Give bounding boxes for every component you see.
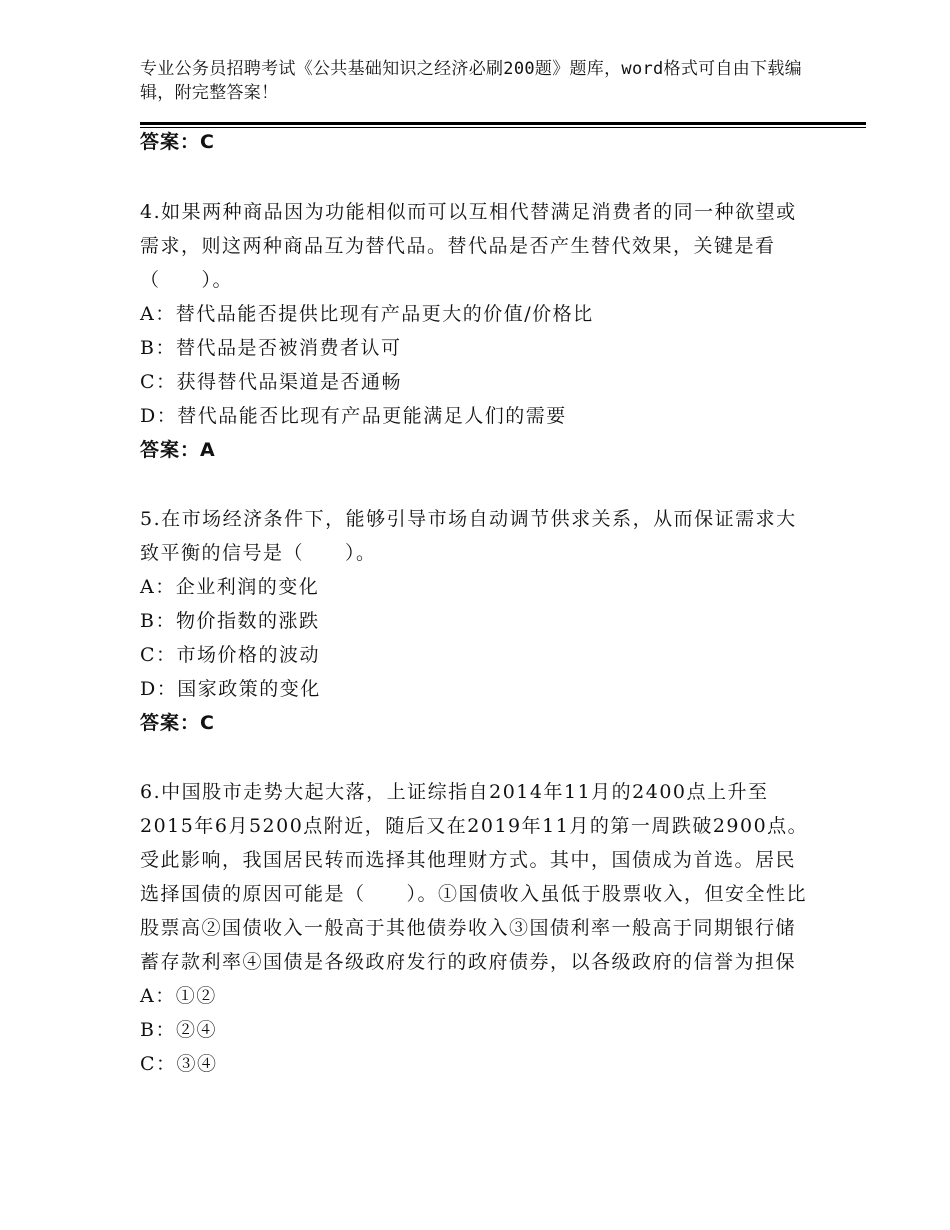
question-5-option-c: C：市场价格的波动 bbox=[140, 644, 321, 666]
question-6-option-b: B：②④ bbox=[140, 1019, 217, 1041]
question-4-option-b: B：替代品是否被消费者认可 bbox=[140, 337, 402, 359]
answer-q5: 答案：C bbox=[140, 712, 215, 734]
question-5-option-d: D：国家政策的变化 bbox=[140, 678, 321, 700]
question-4-block bbox=[140, 195, 810, 467]
question-6-option-c: C：③④ bbox=[140, 1053, 218, 1075]
question-4-option-c: C：获得替代品渠道是否通畅 bbox=[140, 371, 403, 393]
question-4-text: 4.如果两种商品因为功能相似而可以互相代替满足消费者的同一种欲望或需求，则这两种商品互为替代品。替代品是否产生替代效果，关键是看（ ）。 bbox=[140, 201, 797, 291]
question-6-text: 6.中国股市走势大起大落，上证综指自2014年11月的2400点上升至2015年6月5200点附近，随后又在2019年11月的第一周跌破2900点。受此影响，我国居民转而选择其他理财方式。其中，国债成为首选。居民选择国债的原因可能是（ ）。①国债收入虽低于股票收入，但安全性比股票高②国债收入一般高于其他债券收入③国债利率一般高于同期银行储蓄存款利率④国债是各级政府发行的政府债券，以各级政府的信誉为担保 bbox=[140, 781, 809, 973]
question-5-text: 5.在市场经济条件下，能够引导市场自动调节供求关系，从而保证需求大致平衡的信号是（ ）。 bbox=[140, 508, 797, 564]
answer-q3-block bbox=[140, 125, 810, 159]
answer-q4: 答案：A bbox=[140, 439, 216, 461]
question-6-option-a: A：①② bbox=[140, 985, 217, 1007]
question-5-block bbox=[140, 502, 810, 740]
question-5-option-a: A：企业利润的变化 bbox=[140, 576, 320, 598]
page-header: 专业公务员招聘考试《公共基础知识之经济必刷200题》题库，word格式可自由下载编辑，附完整答案！ bbox=[140, 59, 802, 103]
question-4-option-d: D：替代品能否比现有产品更能满足人们的需要 bbox=[140, 405, 567, 427]
question-6-block bbox=[140, 775, 810, 1081]
answer-q3: 答案：C bbox=[140, 131, 215, 153]
question-5-option-b: B：物价指数的涨跌 bbox=[140, 610, 320, 632]
question-4-option-a: A：替代品能否提供比现有产品更大的价值/价格比 bbox=[140, 303, 594, 325]
